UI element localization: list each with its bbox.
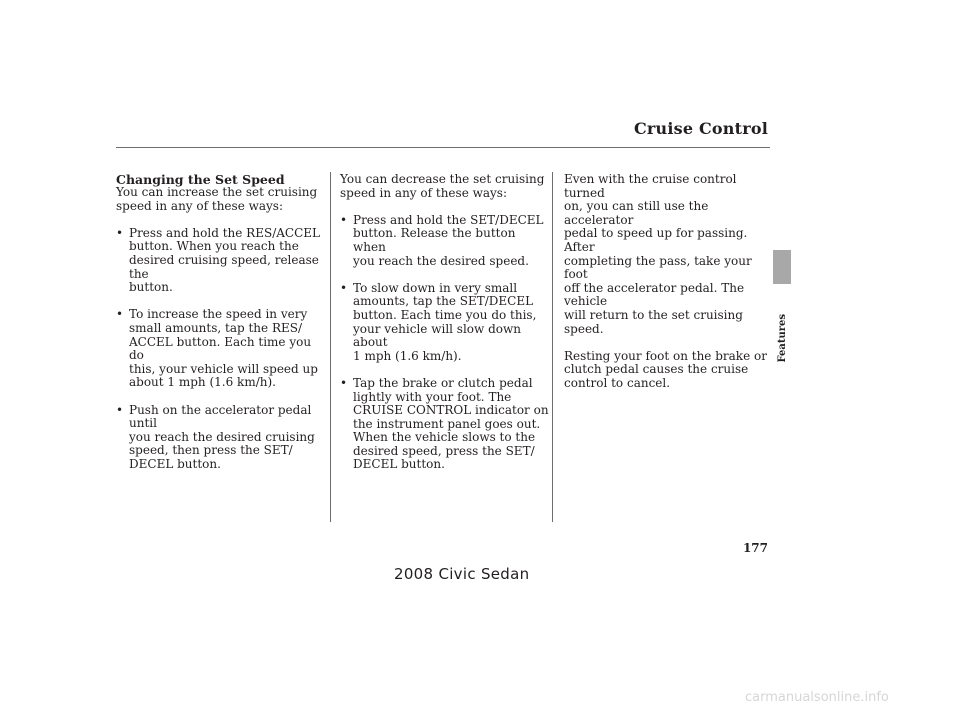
section-tab-marker (773, 250, 791, 284)
right-paragraph: Even with the cruise control turned on, you can still use the accelerator pedal to speed up for passing. After completing the pass, take your foot off the accelerator pedal. The vehicle will return to the set cruising speed. (564, 172, 752, 336)
list-item-text: Push on the accelerator pedal until you reach the desired cruising speed, then press the SET/ DECEL button. (129, 402, 315, 471)
list-item-text: Tap the brake or clutch pedal lightly with your foot. The CRUISE CONTROL indicator on the instrument panel goes out. When the vehicle slows to the desired speed, press the SET/ DECEL button. (353, 375, 549, 472)
right-paragraph: Resting your foot on the brake or clutch pedal causes the cruise control to cancel. (564, 348, 767, 390)
page-number: 177 (742, 541, 768, 555)
list-item (116, 308, 326, 390)
right-column (564, 173, 774, 404)
section-tab-label: Features (777, 314, 788, 363)
left-intro: You can increase the set cruising speed in any of these ways: (116, 185, 318, 213)
bullet-icon: • (116, 307, 124, 322)
list-item-text: Press and hold the SET/DECEL button. Release the button when you reach the desired speed. (353, 212, 544, 268)
bullet-icon: • (340, 280, 348, 295)
section-heading: Changing the Set Speed (116, 172, 285, 187)
middle-intro: You can decrease the set cruising speed in any of these ways: (340, 172, 545, 200)
footer-model-label: 2008 Civic Sedan (394, 565, 530, 583)
list-item-text: To increase the speed in very small amounts, tap the RES/ ACCEL button. Each time you do this, your vehicle will speed up about 1 mph (1.6 km/h). (129, 307, 318, 390)
left-column (116, 173, 326, 485)
page-title: Cruise Control (633, 119, 768, 138)
list-item (116, 227, 326, 295)
list-item-text: Press and hold the RES/ACCEL button. When you reach the desired cruising speed, release the button. (129, 225, 320, 295)
bullet-icon: • (116, 225, 124, 240)
list-item (340, 377, 550, 472)
header-rule (116, 147, 770, 148)
list-item (340, 214, 550, 268)
bullet-icon: • (116, 402, 124, 417)
list-item-text: To slow down in very small amounts, tap the SET/DECEL button. Each time you do this, your vehicle will slow down about 1 mph (1.6 km/h). (353, 280, 537, 363)
list-item (116, 404, 326, 472)
column-divider-left (330, 172, 331, 522)
bullet-icon: • (340, 375, 348, 390)
bullet-icon: • (340, 212, 348, 227)
list-item (340, 282, 550, 364)
watermark-link[interactable]: carmanualsonline.info (745, 690, 889, 705)
middle-column (340, 173, 550, 486)
column-divider-right (552, 172, 553, 522)
